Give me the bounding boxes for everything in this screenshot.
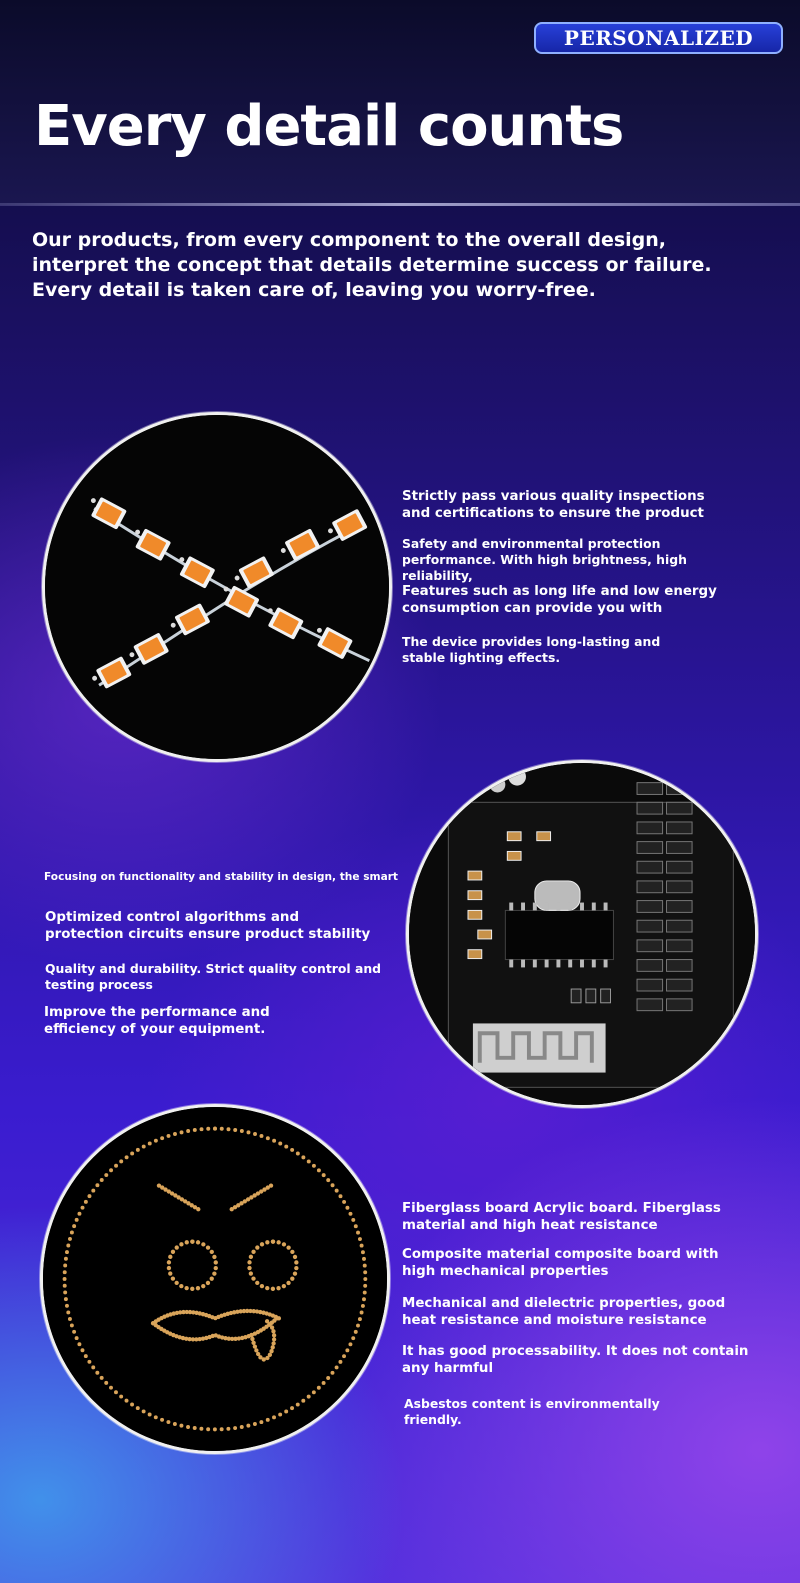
section2-line-3: Quality and durability. Strict quality control and testing process xyxy=(45,961,382,992)
led-face-illustration xyxy=(43,1107,387,1451)
led-strip-image xyxy=(42,412,392,762)
led-strip-illustration xyxy=(45,415,389,759)
section3-line-5: Asbestos content is environmentally friendly. xyxy=(404,1396,660,1427)
page-title: Every detail counts xyxy=(34,94,624,159)
pcb-board-image xyxy=(406,760,758,1108)
section2-line-1: Focusing on functionality and stability in design, the smart xyxy=(44,871,399,883)
section2-line-4: Improve the performance and efficiency of your equipment. xyxy=(44,1005,270,1037)
section3-line-4: It has good processability. It does not contain any harmful xyxy=(402,1344,749,1376)
section1-line-2: Safety and environmental protection performance. With high brightness, high reliability, xyxy=(402,536,687,583)
intro-paragraph: Our products, from every component to the overall design, interpret the concept that details determine success or failure. Every detail is taken care of, leaving you worry-free. xyxy=(32,229,712,301)
section2-line-2: Optimized control algorithms and protection circuits ensure product stability xyxy=(45,910,371,942)
section1-line-1: Strictly pass various quality inspections and certifications to ensure the product xyxy=(402,489,705,521)
section3-line-3: Mechanical and dielectric properties, good heat resistance and moisture resistance xyxy=(402,1296,726,1328)
personalized-badge: PERSONALIZED xyxy=(534,22,783,54)
section3-line-2: Composite material composite board with high mechanical properties xyxy=(402,1247,719,1279)
section1-line-4: The device provides long-lasting and stable lighting effects. xyxy=(402,634,661,665)
section3-line-1: Fiberglass board Acrylic board. Fiberglass material and high heat resistance xyxy=(402,1201,721,1233)
header-divider xyxy=(0,203,800,206)
led-face-image xyxy=(40,1104,390,1454)
section1-line-3: Features such as long life and low energy consumption can provide you with xyxy=(402,584,717,616)
pcb-illustration xyxy=(409,763,755,1105)
